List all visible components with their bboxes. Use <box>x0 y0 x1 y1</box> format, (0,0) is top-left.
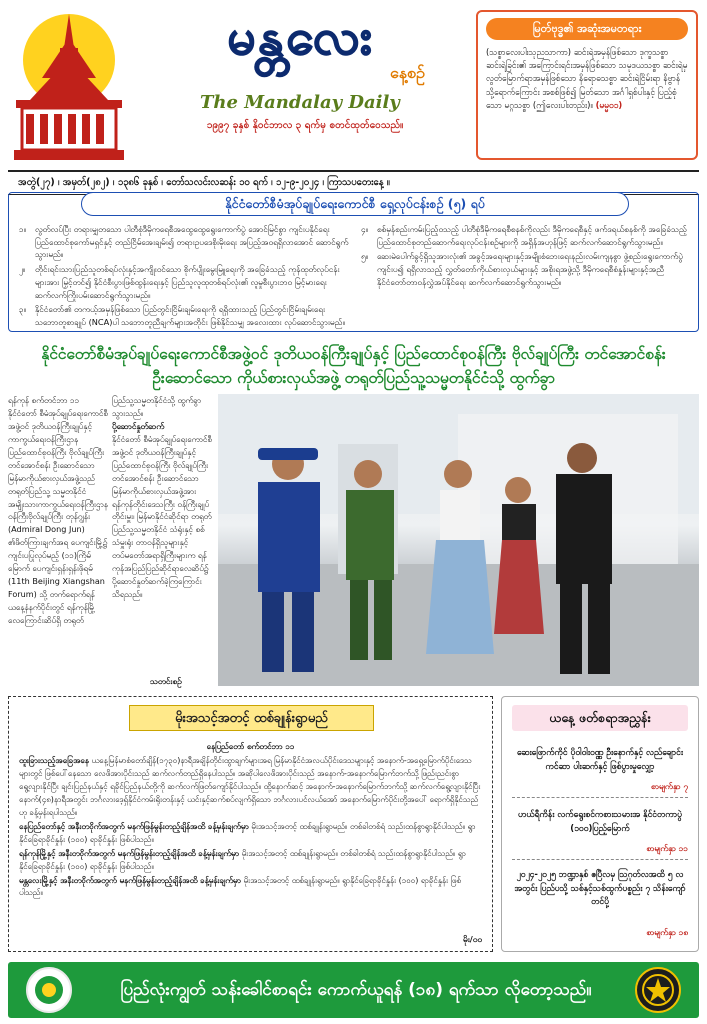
article-column-2 <box>112 394 212 601</box>
weather-box <box>8 696 493 952</box>
weather-text: ယနေ့မြန်မာစံတော်ချိန်(၁၇၃၀)နာရီအချိန်တိုင်းထွာချက်များအရ မြန်မာနိုင်ငံအလယ်ပိုင်းဒေသများနှင့် အနောက်-အရှေ့မြောက်ပိုင်းဒေသများတွင် ဖြစ်ပေါ်နေသော လေဖိအားပိုင်းသည် ဆက်လက်တည်ရှိနေပါသည်။ အဆိုပါလေဖိအားပိုင်းသည် အနောက်-အနောက်မြောက်ဘက်သို့ ဖြည်းညင်းစွာ ရွေ့လျားနိုင်ပြီး ချင်းပြည်နယ်နှင့် ရခိုင်ပြည်နယ်တို့ကို ဆက်လက်ဖြတ်ကျော်နိုင်ပါသည်။ ထို့နောက်ဆင့် အနောက်-အနောက်မြောက်ဘက်သို့ ဆက်လက်ရွေ့လျားနိုင်ပြီး နောက်(၄၈)နာရီအတွင်း ဘင်္ဂလားဒေ့ရှ်နိုင်ငံကမ်းရိုးတန်းနှင့် ယင်းနှင့်ဆက်စပ်လျက်ရှိသော ဘင်္ဂလားပင်လယ်အော် အနောက်မြောက်ပိုင်းတို့အပေါ် ရောက်ရှိနိုင်သည်ဟု ခန့်မှန်းရပါသည်။ <box>19 755 481 817</box>
item-text: ဆေးမဲပေါက်ခွင့်ရှိသူအားလုံး၏ အခွင့်အရေးများနှင့်အမျိုးစံဘေးရေးနည်းလမ်းကျနစွာ ဖွဲ့စည်းရွေးကောက်ပွဲကျင်းပ၍ ရရှိလာသည့် လွှတ်တော်ကိုယ်စားလှယ်များနှင့် အစိုးရအဖွဲ့သို့ ဒီမိုကရေစီစံနှုန်းများနှင့်အညီ နိုင်ငံတော်တာဝန်လွှဲအပ်နိုင်ရေး ဆက်လက်ဆောင်ရွက်သွားမည်။ <box>377 251 683 287</box>
item-number: ၅။ <box>361 251 369 262</box>
article-paragraph: ပြည်သူ့သမ္မတနိုင်ငံသို့ ထွက်ခွာသွားသည်။ <box>112 395 202 418</box>
news-photo <box>218 394 699 686</box>
contents-item[interactable]: ဆေးဖြောက်ကိုင် ပိုဝါဝါးဝဏ္ဏ ဦးနောက်နှင့် လည်ချောင်းကင်ဆာ ပါးဆက်နှင့် ဖြစ်ပွားမှုလျှော့ <box>516 748 684 772</box>
census-banner-text: ပြည်လုံးကျွတ် သန်းခေါင်စာရင်း ကောက်ယူရန် (၁၈) ရက်သာ လိုတော့သည်။ <box>120 980 592 1000</box>
contents-title: ယနေ့ ဖတ်စရာအညွှန်း <box>512 705 688 731</box>
quote-body <box>486 46 688 113</box>
weather-body <box>19 741 482 901</box>
item-text: တိုင်းရင်းသားပြည်သူတစ်ရပ်လုံးနှင့်အကျိုးဝင်သော စိုက်ပျိုးမွေးမြူရေးကို အခြေခံသည့် ကုန်ထုတ်လုပ်ငန်းများအား မြှင့်တင်၍ နိုင်ငံစီးပွားဖြစ်ထွန်းရေးနှင့် ပြည်သူလူထုတစ်ရပ်လုံး၏ လူမှုစီးပွားဘဝ မြင့်မားရေး ဆက်လက်ကြိုးပမ်းဆောင်ရွက်သွားမည်။ <box>35 264 340 300</box>
council-title: နိုင်ငံတော်စီမံအုပ်ချုပ်ရေးကောင်စီ ရှေ့လုပ်ငန်းစဉ် (၅) ရပ် <box>81 192 629 216</box>
item-number: ၂။ <box>19 264 26 275</box>
issue-date-line: အတွဲ(၂၇) ၊ အမှတ်(၂၈၂) ၊ ၁၃၈၆ ခုနှစ် ၊ တော်သလင်းလဆန်း ၁၀ ရက် ၊ ၁၂-၉-၂၀၂၄ ၊ ကြာသပတေးနေ့ ။ <box>8 170 699 195</box>
weather-text: မိုးအသင့်အတင့် ထစ်ချုန်းရွာမည်။ တစ်ခါတစ်ရံ သည်းထန်စွာရွာနိုင်ပါသည်။ ရွာနိုင်ခြေရာခိုင်နှုန်း (၁၀၀) ရာခိုင်နှုန်း ဖြစ်ပါသည်။ <box>19 821 476 844</box>
contents-page-ref: စာမျက်နှာ ၁၈ <box>646 927 688 937</box>
list-item <box>19 303 349 328</box>
weather-lead: ရန်ကုန်မြို့နှင့် အနီးတဝိုက်အတွက် မနက်ဖြန်မွန်းတည့်ချိန်အထိ ခန့်မှန်းချက်မှာ <box>19 848 240 858</box>
list-item <box>361 223 691 248</box>
contents-item[interactable]: ၂၀၂၄-၂၀၂၅ ဘဏ္ဍာနှစ် ဧပြီလမှ ဩဂုတ်လအထိ ၅ လအတွင်း ပြည်ပသို့ သစ်နှင့်သစ်ထွက်ပစ္စည်း ၇ သိန်းကျော် တင်ပို့ <box>514 870 686 908</box>
todays-contents-box <box>501 696 699 952</box>
weather-dateline: နေပြည်တော် စက်တင်ဘာ ၁၁ <box>206 742 295 751</box>
weather-paragraph <box>19 821 482 847</box>
contents-divider <box>512 797 688 798</box>
council-objectives-box <box>8 192 699 332</box>
masthead-title: မန္တလေး <box>227 7 375 66</box>
weather-title: မိုးအသင့်အတင့် ထစ်ချုန်းရွာမည် <box>129 705 374 731</box>
headline-line-1: နိုင်ငံတော်စီမံအုပ်ချုပ်ရေးကောင်စီအဖွဲ့ဝင် ဒုတိယဝန်ကြီးချုပ်နှင့် ပြည်ထောင်စုဝန်ကြီး ဗိုလ်ချုပ်ကြီး တင်အောင်စန်း <box>41 345 666 363</box>
list-item <box>19 263 349 301</box>
census-banner <box>8 962 699 1018</box>
item-text: နိုင်ငံတော်၏ တကယ့်အမှန်ဖြစ်သော ပြည်တွင်းငြိမ်းချမ်းရေးကို ရရှိထားသည့် ပြည်တွင်းငြိမ်းချမ်းရေးသဘောတူစာချုပ် (NCA)ပါ သဘောတူညီချက်များအတိုင်း ဖြစ်နိုင်သမျှ အလေးထား လုပ်ဆောင်သွားမည်။ <box>35 304 345 327</box>
contents-item[interactable]: ဟယ်ရီကိန်း လက်ရွေးစင်ကစားသမားအ နိုင်ငံတကာပွဲ (၁၀၀)ပြည့်မြောက် <box>518 810 682 834</box>
item-number: ၁။ <box>19 224 27 234</box>
weather-paragraph <box>19 875 482 901</box>
masthead-tagline: ၁၉၉၇ ခုနှစ် နိုဝင်ဘာလ ၃ ရက်မှ စတင်ထုတ်ဝေသည်။ <box>206 120 404 131</box>
weather-lead: နေပြည်တော်နှင့် အနီးတဝိုက်အတွက် မနက်ဖြန်မွန်းတည့်ချိန်အထိ ခန့်မှန်းချက်မှာ <box>19 821 249 831</box>
census-logo-icon <box>26 967 72 1013</box>
contents-page-ref: စာမျက်နှာ ၇ <box>650 781 688 791</box>
immigration-emblem-icon <box>635 967 681 1013</box>
weather-paragraph <box>19 755 482 820</box>
weather-paragraph <box>19 848 482 874</box>
masthead-english-name: The Mandalay Daily <box>200 92 400 113</box>
weather-lead: မန္တလေးမြို့နှင့် အနီးတဝိုက်အတွက် မနက်ဖြန်မွန်းတည့်ချိန်အထိ ခန့်မှန်းချက်မှာ <box>19 875 241 885</box>
article-paragraph: နိုင်ငံတော် စီမံအုပ်ချုပ်ရေးကောင်စီအဖွဲ့ဝင် ဒုတိယဝန်ကြီးချုပ်နှင့် ပြည်ထောင်စုဝန်ကြီး ဗိုလ်ချုပ်ကြီး တင်အောင်စန်း ဦးဆောင်သော မြန်မာကိုယ်စားလှယ်အဖွဲ့အား ရန်ကုန်တိုင်းဒေသကြီး ဝန်ကြီးချုပ် တိုင်းမှူး၊ မြန်မာနိုင်ငံဆိုင်ရာ တရုတ်ပြည်သူ့သမ္မတနိုင်ငံ သံရုံးနှင့် စစ်သံမှူးရုံး တာဝန်ရှိသူများနှင့် တပ်မတော်အရာရှိကြီးများက ရန်ကုန်အပြည်ပြည်ဆိုင်ရာလေဆိပ်၌ ပို့ဆောင်နှုတ်ဆက်ခဲ့ကြကြောင်း သိရသည်။ <box>112 433 212 600</box>
weather-signoff: မိုး/၀၀ <box>463 934 482 944</box>
weather-text: မိုးအသင့်အတင့် ထစ်ချုန်းရွာမည်။ ရွာနိုင်ခြေရာခိုင်နှုန်း (၁၀၀) ရာခိုင်နှုန်း ဖြစ်ပါသည်။ <box>19 875 461 898</box>
article-column-1: ရန်ကုန် စက်တင်ဘာ ၁၁ နိုင်ငံတော် စီမံအုပ်ချုပ်ရေးကောင်စီအဖွဲ့ဝင် ဒုတိယဝန်ကြီးချုပ်နှင့် ကာကွယ်ရေးဝန်ကြီးဌာနပြည်ထောင်စုဝန်ကြီး ဗိုလ်ချုပ်ကြီး တင်အောင်စန်း ဦးဆောင်သော မြန်မာကိုယ်စားလှယ်အဖွဲ့သည် တရုတ်ပြည်သူ့ သမ္မတနိုင်ငံ အမျိုးသားကာကွယ်ရေးဝန်ကြီးဌာန ဝန်ကြီးဗိုလ်ချုပ်ကြီး တုန်ဂျွန်း (Admiral Dong Jun) ၏ဖိတ်ကြားချက်အရ ပေကျင်းမြို့၌ ကျင်းပပြုလုပ်မည့် (၁၁)ကြိမ်မြောက် ပေကျင်းရှန်းရှန်းဖိုရမ် (11th Beijing Xiangshan Forum) သို့ တက်ရောက်ရန် ယနေ့နံနက်ပိုင်းတွင် ရန်ကုန်မြို့ လေကြောင်းဆိပ်ရှိ တရုတ် <box>8 395 108 625</box>
contents-page-ref: စာမျက်နှာ ၁၁ <box>646 843 688 853</box>
quote-title: မြတ်ဗုဒ္ဓ၏ အဆုံးအမတရား <box>486 18 688 40</box>
item-number: ၄။ <box>361 224 369 234</box>
headline-line-2: ဦးဆောင်သော ကိုယ်စားလှယ်အဖွဲ့ တရုတ်ပြည်သူ့သမ္မတနိုင်ငံသို့ ထွက်ခွာ <box>152 369 555 388</box>
item-number: ၃။ <box>19 304 27 315</box>
article-credit: သတင်းစဉ် <box>150 676 182 686</box>
article-subheading: ပို့ဆောင်နှုတ်ဆက် <box>112 420 165 431</box>
contents-divider <box>512 859 688 860</box>
mandalay-palace-logo <box>8 8 130 164</box>
item-text: လွတ်လပ်ပြီး တရားမျှတသော ပါတီစုံဒီမိုကရေစီအထွေထွေရွေးကောက်ပွဲ အောင်မြင်စွာ ကျင်းပနိုင်ရေး ပြည်ထောင်စုကော်မရှင်နှင့် တည်ငြိမ်အေးချမ်း၍ တရားဥပဒေစိုးမိုးရေး အပြည့်အဝရရှိလာအောင် ဆောင်ရွက်သွားမည်။ <box>35 224 349 260</box>
quote-text: (သစ္စာလေးပါးသုညသာကာ) ဆင်းရဲအမှန်ဖြစ်သော ဒုက္ခသစ္စာ ဆင်းရဲခြင်း၏ အကြောင်းရင်းအမှန်ဖြစ်သော သမုဒယသစ္စာ ဆင်းရဲမှ လွတ်မြောက်ရာအမှန်ဖြစ်သော နိရောဓသစ္စာ ဆင်းရဲငြိမ်းရာ နိဗ္ဗာန်သို့ရောက်ကြောင်း အစစ်ဖြစ်၍ မြတ်သော အင်္ဂါရှစ်ပါးနှင့် ပြည့်စုံသော မဂ္ဂသစ္စာ (ဤလေးပါးတည်း)။ <box>486 46 688 111</box>
quote-source: (မမ္မ၀၁) <box>595 100 623 111</box>
masthead-suffix: နေ့စဉ် <box>390 63 425 82</box>
list-item <box>19 223 349 261</box>
main-headline <box>8 342 699 390</box>
council-list-left <box>19 223 349 331</box>
council-list-right <box>361 223 691 291</box>
weather-lead: ထူးခြားသည့်အခြေအနေ <box>19 755 89 765</box>
item-text: စစ်မှန်စည်းကမ်းပြည့်ဝသည့် ပါတီစုံဒီမိုကရေစီစနစ်ကိုလည်း ဒီမိုကရေစီနှင့် ဖက်ဒရယ်စနစ်ကို အခြေခံသည့် ပြည်ထောင်စုတည်ဆောက်ရေးလုပ်ငန်းစဉ်များကို အရှိန်အဟုန်ဖြင့် ဆက်လက်ဆောင်ရွက်သွားမည်။ <box>377 224 687 247</box>
buddha-teaching-box <box>476 10 698 160</box>
list-item <box>361 250 691 288</box>
weather-text: မိုးအသင့်အတင့် ထစ်ချုန်းရွာမည်။ တစ်ခါတစ်ရံ သည်းထန်စွာရွာနိုင်ပါသည်။ ရွာနိုင်ခြေရာခိုင်နှုန်း (၁၀၀) ရာခိုင်နှုန်း ဖြစ်ပါသည်။ <box>19 848 466 871</box>
